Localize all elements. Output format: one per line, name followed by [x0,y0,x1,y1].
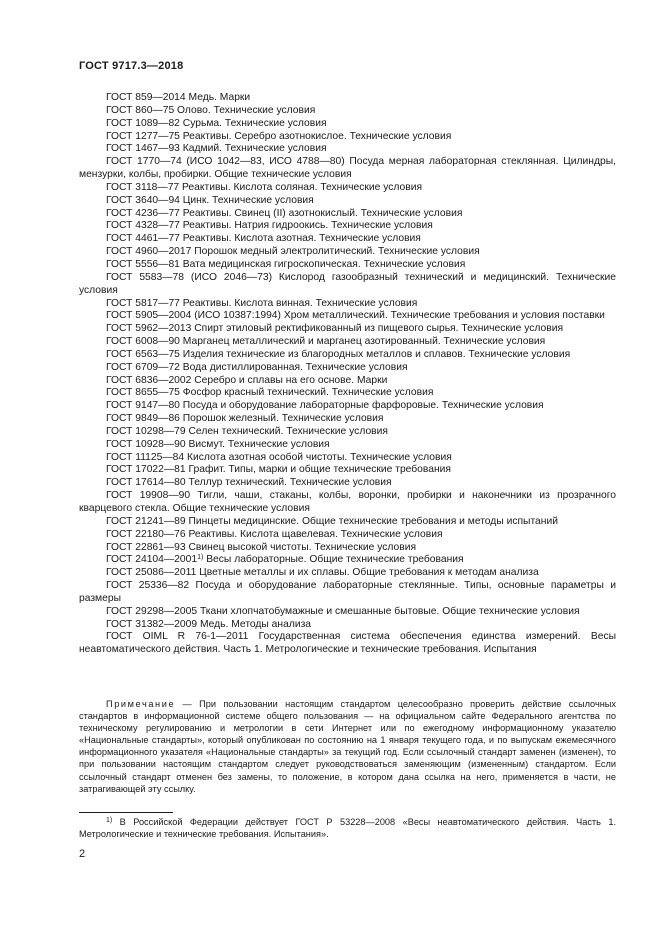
reference-item: ГОСТ 5817—77 Реактивы. Кислота винная. Технические условия [106,297,418,309]
reference-item: ГОСТ 21241—89 Пинцеты медицинские. Общие технические требования и методы испытаний [106,515,558,527]
reference-item: ГОСТ 8655—75 Фосфор красный технический. Технические условия [106,387,434,399]
reference-item: ГОСТ 17614—80 Теллур технический. Технические условия [106,477,392,489]
reference-item: ГОСТ 5962—2013 Спирт этиловый ректификованный из пищевого сырья. Технические условия [106,323,564,335]
reference-item: ГОСТ 22180—76 Реактивы. Кислота щавелевая. Технические условия [106,528,443,540]
reference-item: ГОСТ 31382—2009 Медь. Методы анализа [106,618,312,630]
reference-item: ГОСТ 5583—78 (ИСО 2046—73) Кислород газообразный технический и медицинский. Технические условия [79,271,616,296]
footnote-text: В Российской Федерации действует ГОСТ Р 53228—2008 «Весы неавтоматического действия. Часть 1. Метрологические и технические требования. Испытания». [79,817,616,840]
reference-item: ГОСТ 3640—94 Цинк. Технические условия [106,194,314,206]
reference-item: ГОСТ 6836—2002 Серебро и сплавы на его основе. Марки [106,374,388,386]
reference-title: Весы лабораторные. Общие технические требования [203,554,464,566]
normative-references-list [79,92,616,657]
footnote-marker: 1) [197,554,204,562]
reference-item: ГОСТ 4328—77 Реактивы. Натрия гидроокись. Технические условия [106,220,433,232]
reference-item: ГОСТ 9849—86 Порошок железный. Технические условия [106,413,384,425]
footnote [79,816,616,840]
reference-item: ГОСТ 6008—90 Марганец металлический и марганец азотированный. Технические условия [106,336,546,348]
reference-item: ГОСТ 4236—77 Реактивы. Свинец (II) азотнокислый. Технические условия [106,207,463,219]
reference-item: ГОСТ 1467—93 Кадмий. Технические условия [106,143,327,155]
reference-item: ГОСТ 9147—80 Посуда и оборудование лабораторные фарфоровые. Технические условия [106,400,544,412]
footnote-marker: 1) [106,817,113,824]
reference-item: ГОСТ 10298—79 Селен технический. Технические условия [106,425,388,437]
reference-item: ГОСТ 5556—81 Вата медицинская гигроскопическая. Технические условия [106,258,466,270]
reference-item: ГОСТ 1277—75 Реактивы. Серебро азотнокислое. Технические условия [106,130,452,142]
reference-item: ГОСТ 1770—74 (ИСО 1042—83, ИСО 4788—80) Посуда мерная лабораторная стеклянная. Цилиндры, мензурки, колбы, пробирки. Общие технические условия [79,156,616,181]
reference-item: ГОСТ 859—2014 Медь. Марки [106,92,251,103]
reference-item: ГОСТ 25086—2011 Цветные металлы и их сплавы. Общие требования к методам анализа [106,567,539,579]
reference-item: ГОСТ 17022—81 Графит. Типы, марки и общие технические требования [106,464,451,476]
reference-item: ГОСТ 19908—90 Тигли, чаши, стаканы, колбы, воронки, пробирки и наконечники из прозрачного кварцевого стекла. Общие технические условия [79,490,616,514]
reference-code: ГОСТ 24104—2001 [106,554,198,566]
reference-item: ГОСТ 10928—90 Висмут. Технические условия [106,438,330,450]
document-header: ГОСТ 9717.3—2018 [79,60,184,72]
reference-item: ГОСТ 4960—2017 Порошок медный электролитический. Технические условия [106,246,480,258]
page-number: 2 [79,848,86,860]
reference-item: ГОСТ 5905—2004 (ИСО 10387:1994) Хром металлический. Технические требования и условия поставки [106,310,605,322]
reference-item: ГОСТ 860—75 Олово. Технические условия [106,104,316,116]
reference-item: ГОСТ 4461—77 Реактивы. Кислота азотная. Технические условия [106,233,421,245]
reference-item: ГОСТ 1089—82 Сурьма. Технические условия [106,117,327,129]
note-text: — При пользовании настоящим стандартом целесообразно проверить действие ссылочных стандартов в информационной системе общего пользования — на официальном сайте Федерального агентства по техническому регулированию и метрологии в сети Интернет или по ежегодному информационному указателю «Национальные стандарты», который опубликован по состоянию на 1 января текущего года, и по выпускам ежемесячного информационного указателя «Национальные стандарты» за текущий год. Если ссылочный стандарт заменен (изменен), то при пользовании настоящим стандартом следует руководствоваться заменяющим (измененным) стандартом. Если ссылочный стандарт отменен без замены, то положение, в котором дана ссылка на него, применяется в части, не затрагивающей эту ссылку. [79,699,616,794]
reference-item: ГОСТ 22861—93 Свинец высокой чистоты. Технические условия [106,541,417,553]
reference-item: ГОСТ 29298—2005 Ткани хлопчатобумажные и смешанные бытовые. Общие технические условия [106,605,580,617]
reference-item: ГОСТ 25336—82 Посуда и оборудование лабораторные стеклянные. Типы, основные параметры и размеры [79,580,616,604]
footnote-separator [79,812,173,813]
reference-item: ГОСТ 3118—77 Реактивы. Кислота соляная. Технические условия [106,181,423,193]
reference-item: ГОСТ OIML R 76-1—2011 Государственная система обеспечения единства измерений. Весы неавтоматического действия. Часть 1. Метрологические и технические требования. Испытания [79,631,616,656]
note-paragraph [79,698,616,795]
note-label: Примечание [106,699,176,709]
reference-item: ГОСТ 6709—72 Вода дистиллированная. Технические условия [106,361,408,373]
reference-item: ГОСТ 11125—84 Кислота азотная особой чистоты. Технические условия [106,451,452,463]
reference-item-with-footnote [79,554,616,567]
reference-item: ГОСТ 6563—75 Изделия технические из благородных металлов и сплавов. Технические условия [106,348,571,360]
